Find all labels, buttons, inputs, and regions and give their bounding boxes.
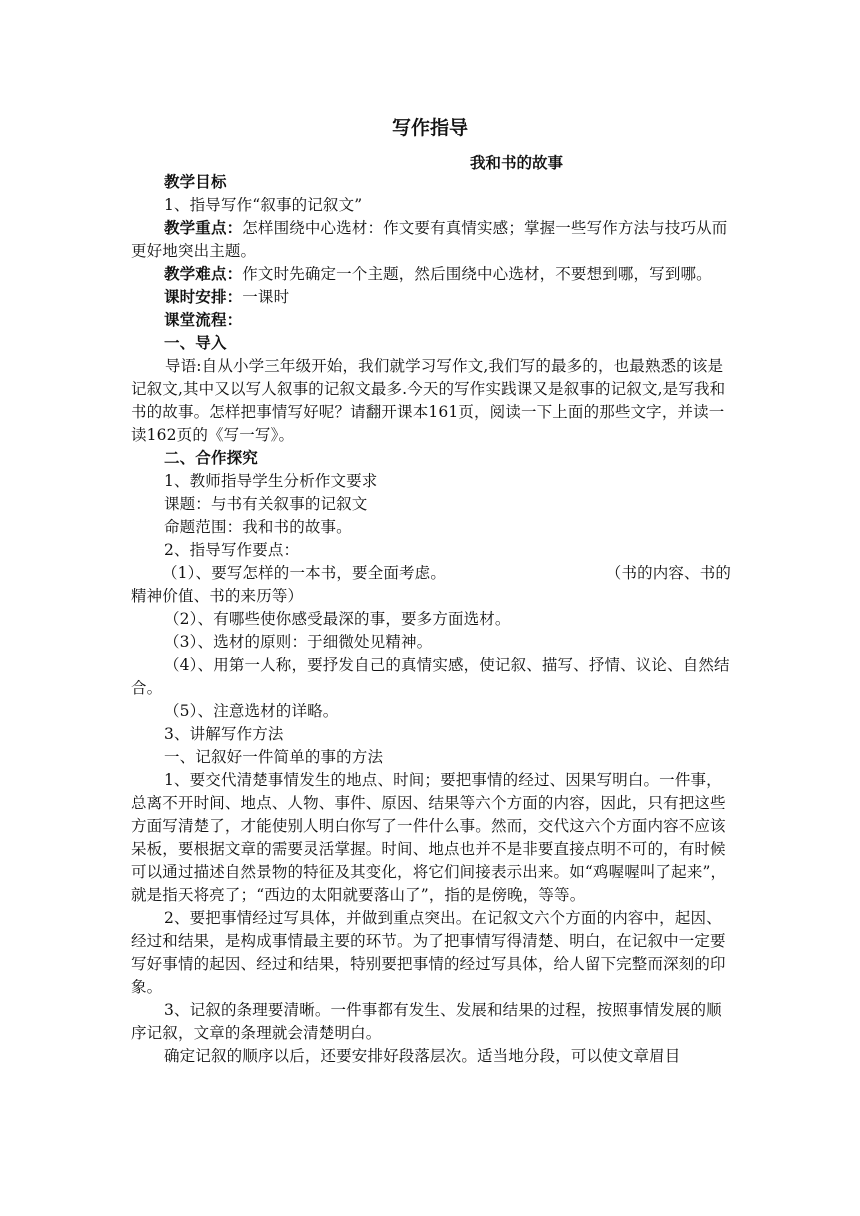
goal-heading: 教学目标 [164,173,227,191]
schedule-paragraph [131,286,731,309]
difficulty-paragraph [131,263,731,286]
point-3: （3）、选材的原则：于细微处见精神。 [164,633,433,651]
intro-paragraph: 导语:自从小学三年级开始，我们就学习写作文,我们写的最多的，也最熟悉的该是记叙文,其中又以写人叙事的记叙文最多.今天的写作实践课又是叙事的记叙文,是写我和书的故事。怎样把事情写好呢？请翻开课本161页，阅读一下上面的那些文字，并读一读162页的《写一写》。 [131,357,726,444]
method-2-paragraph: 2、要把事情经过写具体，并做到重点突出。在记叙文六个方面的内容中，起因、经过和结果，是构成事情最主要的环节。为了把事情写得清楚、明白，在记叙中一定要写好事情的起因、经过和结果，特别要把事情的经过写具体，给人留下完整而深刻的印象。 [131,909,726,996]
step-1: 1、教师指导学生分析作文要求 [164,472,378,490]
document-subtitle: 我和书的故事 [470,154,564,172]
method-1-paragraph: 1、要交代清楚事情发生的地点、时间；要把事情的经过、因果写明白。一件事，总离不开时间、地点、人物、事件、原因、结果等六个方面的内容，因此，只有把这些方面写清楚了，才能使别人明白你写了一件什么事。然而，交代这六个方面内容不应该呆板，要根据文章的需要灵活掌握。时间、地点也并不是非要直接点明不可的，有时候可以通过描述自然景物的特征及其变化，将它们间接表示出来。如“鸡喔喔叫了起来”，就是指天将亮了；“西边的太阳就要落山了”，指的是傍晚，等等。 [131,771,727,904]
point-1-row [131,562,731,585]
difficulty-text: 作文时先确定一个主题，然后围绕中心选材，不要想到哪，写到哪。 [242,265,712,283]
key-point-paragraph [131,217,731,263]
goal-item: 1、指导写作“叙事的记叙文” [164,196,363,214]
method-3-continuation: 确定记叙的顺序以后，还要安排好段落层次。适当地分段，可以使文章眉目 [164,1047,681,1065]
point-1-left: （1）、要写怎样的一本书，要全面考虑。 [162,564,446,582]
topic-line: 课题：与书有关叙事的记叙文 [164,495,368,513]
point-5: （5）、注意选材的详略。 [164,702,339,720]
method-3-paragraph: 3、记叙的条理要清晰。一件事都有发生、发展和结果的过程，按照事情发展的顺序记叙，文章的条理就会清楚明白。 [131,1001,722,1042]
process-label: 课堂流程： [164,311,243,329]
section-explore-heading: 二、合作探究 [164,449,258,467]
key-point-label: 教学重点： [164,219,243,237]
step-3: 3、讲解写作方法 [164,725,284,743]
difficulty-label: 教学难点： [164,265,243,283]
schedule-label: 课时安排： [164,288,243,306]
document-body [131,171,731,1068]
point-2: （2）、有哪些使你感受最深的事，要多方面选材。 [164,610,511,628]
section-intro-heading: 一、导入 [164,334,227,352]
step-2: 2、指导写作要点： [164,541,300,559]
point-4: （4）、用第一人称，要抒发自己的真情实感，使记叙、描写、抒情、议论、自然结合。 [131,656,730,697]
point-1-right: （书的内容、书的 [605,564,731,582]
key-point-text: 怎样围绕中心选材：作文要有真情实感；掌握一些写作方法与技巧从而更好地突出主题。 [131,219,728,260]
point-1-continuation: 精神价值、书的来历等） [131,587,304,605]
schedule-text: 一课时 [242,288,290,306]
document-title: 写作指导 [391,117,468,139]
scope-line: 命题范围：我和书的故事。 [164,518,352,536]
method-heading: 一、记叙好一件简单的事的方法 [164,748,384,766]
